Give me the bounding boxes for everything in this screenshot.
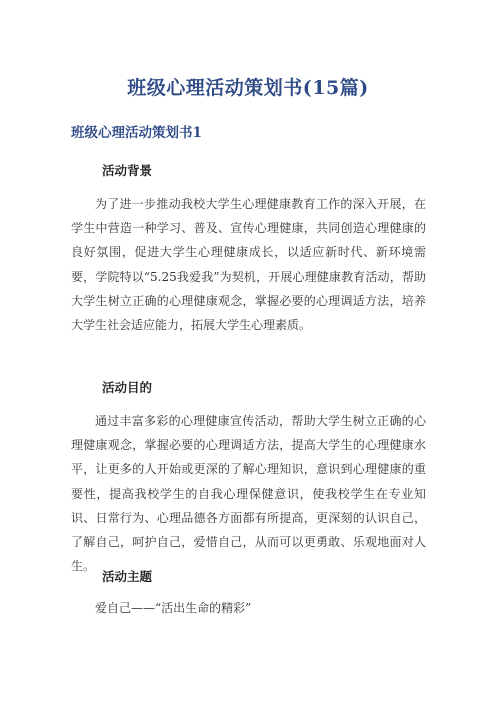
section-subtitle: 班级心理活动策划书1: [71, 125, 202, 141]
heading-purpose: 活动目的: [102, 380, 153, 395]
paragraph-purpose: 通过丰富多彩的心理健康宣传活动，帮助大学生树立正确的心理健康观念，掌握必要的心理调适方法，提高大学生的心理健康水平，让更多的人开始或更深的了解心理知识，意识到心理健康的重要性，提高我校学生的自我心理保健意识，使我校学生在专业知识、日常行为、心理品德各方面都有所提高，更深刻的认识自己，了解自己，呵护自己，爱惜自己，从而可以更勇敢、乐观地面对人生。: [71, 414, 426, 574]
paragraph-background: 为了进一步推动我校大学生心理健康教育工作的深入开展，在学生中营造一种学习、普及、宣传心理健康，共同创造心理健康的良好氛围，促进大学生心理健康成长，以适应新时代、新环境需要，学院特以“5.25我爱我”为契机，开展心理健康教育活动，帮助大学生树立正确的心理健康观念，掌握必要的心理调适方法，培养大学生社会适应能力，拓展大学生心理素质。: [71, 197, 426, 333]
paragraph-theme: 爱自己——“活出生命的精彩”: [95, 601, 252, 615]
document-title: 班级心理活动策划书(15篇): [127, 77, 369, 99]
heading-background: 活动背景: [102, 163, 153, 178]
heading-theme: 活动主题: [102, 569, 153, 584]
